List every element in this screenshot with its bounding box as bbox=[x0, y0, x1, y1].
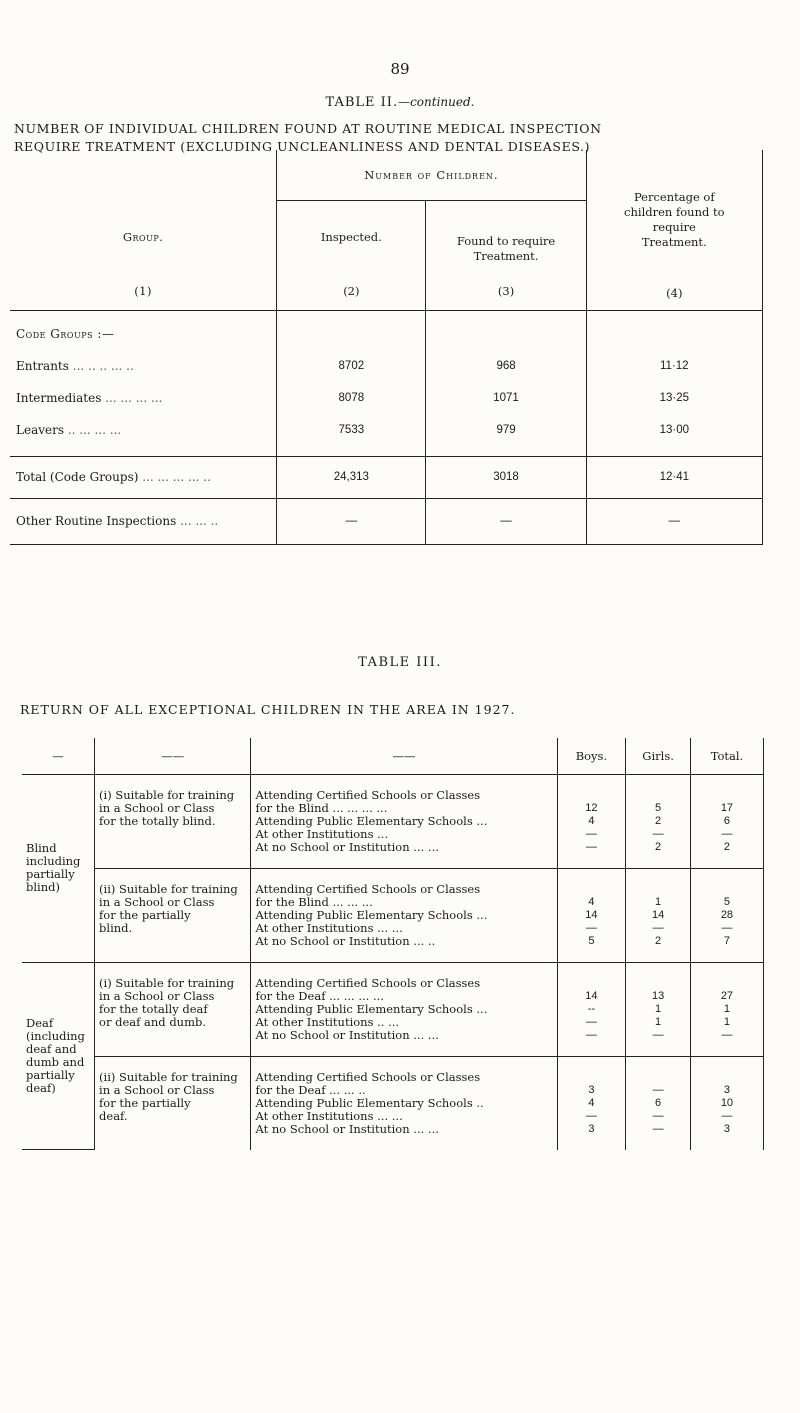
t3-group-label-line: for the partially bbox=[99, 907, 191, 922]
t3-value-spacer bbox=[630, 977, 686, 990]
t3-col-girls bbox=[626, 1056, 691, 1150]
t3-value-girls: 2 bbox=[655, 840, 662, 853]
t3-row-text-line: At other Institutions ... bbox=[255, 826, 389, 841]
t3-value-spacer bbox=[562, 977, 622, 990]
t3-category-line: Blind bbox=[26, 841, 57, 855]
t3-value-boys: — bbox=[585, 827, 597, 840]
t3-value-total: 6 bbox=[723, 814, 730, 827]
t3-header-c3: —— bbox=[251, 738, 557, 774]
t3-value-boys: 5 bbox=[588, 934, 595, 947]
t3-value-total: 3 bbox=[723, 1083, 730, 1096]
t2-total-row bbox=[10, 456, 763, 498]
t3-value-boys: -- bbox=[587, 1002, 596, 1015]
t2-row-group-name: Leavers bbox=[16, 423, 64, 437]
t2-total-dots: ... ... ... ... .. bbox=[142, 470, 211, 484]
t2-header-found-label: Found to require Treatment. bbox=[456, 233, 556, 263]
t3-group-label-line: for the partially bbox=[99, 1095, 191, 1110]
t3-value-girls: 14 bbox=[651, 908, 665, 921]
t2-total-found: 3018 bbox=[426, 456, 586, 498]
page-number: 89 bbox=[390, 60, 410, 78]
t2-other-found: — bbox=[426, 498, 586, 544]
t3-value-spacer bbox=[695, 883, 759, 896]
t2-other-group bbox=[10, 498, 277, 544]
t3-value-girls: 1 bbox=[655, 1015, 662, 1028]
t3-row-text-line: At other Institutions ... ... bbox=[255, 1108, 403, 1123]
t3-row-text-line: for the Blind ... ... ... bbox=[255, 894, 373, 909]
t3-value-boys: 12 bbox=[585, 801, 598, 814]
t3-group-label-line: blind. bbox=[99, 920, 133, 935]
t3-category-line: partially bbox=[26, 1067, 75, 1082]
t2-header-number-of-children: Number of Children. bbox=[277, 150, 586, 200]
t2-row-inspected: 8078 bbox=[277, 382, 426, 414]
t3-category-line: partially bbox=[26, 867, 75, 881]
t2-row-group bbox=[10, 382, 277, 414]
t3-value-boys: — bbox=[585, 1028, 597, 1041]
t3-value-boys: 4 bbox=[588, 895, 595, 908]
t3-category-line: dumb and bbox=[26, 1054, 85, 1069]
t3-category-line: blind) bbox=[26, 880, 60, 894]
t3-value-total: 1 bbox=[723, 1002, 730, 1015]
t2-header-group-num: (1) bbox=[134, 283, 152, 298]
t3-value-girls: 13 bbox=[651, 989, 665, 1002]
t3-value-girls: 5 bbox=[655, 801, 662, 814]
t3-value-total: 17 bbox=[720, 801, 734, 814]
t3-group-label-line: (i) Suitable for training bbox=[99, 787, 235, 802]
t3-col-total bbox=[690, 1056, 763, 1150]
t3-value-total: — bbox=[721, 921, 733, 934]
t2-row-group-name: Intermediates bbox=[16, 391, 102, 405]
t3-header-c1: — bbox=[22, 738, 95, 774]
t3-value-spacer bbox=[562, 883, 622, 896]
table2-subtitle-line2: REQUIRE TREATMENT (EXCLUDING UNCLEANLINESS AND DENTAL DISEASES.) bbox=[14, 139, 591, 154]
t2-header-inspected bbox=[277, 200, 426, 310]
t3-row-text-line: Attending Certified Schools or Classes bbox=[255, 1069, 481, 1084]
t3-group-label-line: (ii) Suitable for training bbox=[99, 1069, 238, 1084]
t3-value-girls: 2 bbox=[655, 934, 662, 947]
t3-group-label-line: in a School or Class bbox=[99, 800, 215, 815]
t2-row-group bbox=[10, 414, 277, 446]
t2-row-dots: ... .. .. ... .. bbox=[72, 359, 134, 373]
t3-row-text-line: At no School or Institution ... .. bbox=[255, 933, 436, 948]
t3-value-spacer bbox=[630, 789, 686, 802]
t3-value-boys: — bbox=[585, 840, 597, 853]
t3-category-line: (including bbox=[26, 1028, 85, 1043]
t3-value-girls: — bbox=[652, 921, 664, 934]
t3-rows-text bbox=[251, 1056, 557, 1150]
t3-row-text-line: Attending Public Elementary Schools .. bbox=[255, 1095, 484, 1110]
t3-row-text-line: Attending Public Elementary Schools ... bbox=[255, 813, 488, 828]
t3-value-girls: 2 bbox=[655, 814, 662, 827]
t3-group-label-line: for the totally deaf bbox=[99, 1001, 208, 1016]
t3-group-label-line: (i) Suitable for training bbox=[99, 975, 235, 990]
table2 bbox=[10, 150, 763, 545]
t3-value-total: 1 bbox=[723, 1015, 730, 1028]
t3-value-girls: — bbox=[652, 1083, 664, 1096]
t2-row-dots: .. ... ... ... bbox=[67, 423, 122, 437]
table3-title: TABLE III. bbox=[358, 655, 442, 670]
t2-row-found: 968 bbox=[426, 350, 586, 382]
t3-col-boys bbox=[557, 1056, 626, 1150]
t3-row-text-line: for the Deaf ... ... .. bbox=[255, 1082, 366, 1097]
t3-row-text-line: for the Deaf ... ... ... ... bbox=[255, 988, 384, 1003]
t3-value-boys: 3 bbox=[588, 1083, 595, 1096]
t2-total-group-name: Total (Code Groups) bbox=[16, 470, 139, 484]
t3-value-spacer bbox=[562, 1071, 622, 1084]
t3-group-label-line: in a School or Class bbox=[99, 1082, 215, 1097]
t3-col-total bbox=[690, 868, 763, 962]
t3-category-line: deaf and bbox=[26, 1041, 77, 1056]
t2-header-group-label: Group. bbox=[122, 229, 164, 244]
t2-row-percentage: 13·25 bbox=[586, 382, 762, 414]
t3-value-total: 27 bbox=[720, 989, 734, 1002]
t3-group-label bbox=[95, 868, 251, 962]
t3-group-label-line: (ii) Suitable for training bbox=[99, 881, 238, 896]
t3-value-boys: — bbox=[585, 1015, 597, 1028]
t2-header-inspected-num: (2) bbox=[343, 283, 360, 298]
t3-value-girls: 1 bbox=[655, 1002, 662, 1015]
t2-header-found bbox=[426, 200, 586, 310]
t3-value-spacer bbox=[630, 1071, 686, 1084]
t3-category-line: deaf) bbox=[26, 1080, 56, 1095]
t3-group-row bbox=[22, 774, 764, 868]
t3-row-text-line: At no School or Institution ... ... bbox=[255, 1121, 439, 1136]
t3-value-spacer bbox=[695, 1071, 759, 1084]
t3-category bbox=[22, 962, 95, 1150]
t3-value-girls: — bbox=[652, 1122, 664, 1135]
t3-col-total bbox=[690, 774, 763, 868]
t2-header-percentage-num: (4) bbox=[666, 286, 683, 300]
table2-continued: —continued. bbox=[398, 95, 475, 109]
t3-row-text-line: At no School or Institution ... ... bbox=[255, 839, 439, 854]
t3-value-girls: 6 bbox=[655, 1096, 662, 1109]
table3 bbox=[22, 738, 764, 1150]
t3-value-total: 3 bbox=[723, 1122, 730, 1135]
t3-group-label-line: deaf. bbox=[99, 1108, 128, 1123]
t2-code-groups-label: Code Groups :— bbox=[16, 327, 115, 341]
t3-col-girls bbox=[626, 868, 691, 962]
t3-group-row bbox=[22, 868, 764, 962]
t2-other-group-name: Other Routine Inspections bbox=[16, 514, 177, 528]
t3-value-total: 2 bbox=[723, 840, 730, 853]
t2-header-inspected-label: Inspected. bbox=[320, 229, 382, 244]
t3-rows-text bbox=[251, 962, 557, 1056]
t3-row-text-line: Attending Certified Schools or Classes bbox=[255, 881, 481, 896]
t3-category bbox=[22, 774, 95, 962]
t3-group-row bbox=[22, 962, 764, 1056]
t3-header-total: Total. bbox=[690, 738, 763, 774]
t3-value-total: 10 bbox=[720, 1096, 734, 1109]
t3-value-boys: — bbox=[585, 921, 597, 934]
t3-group-row bbox=[22, 1056, 764, 1150]
t2-row-percentage: 13·00 bbox=[586, 414, 762, 446]
t3-value-boys: 14 bbox=[585, 989, 598, 1002]
t3-value-total: — bbox=[721, 1109, 733, 1122]
t3-group-label-line: for the totally blind. bbox=[99, 813, 216, 828]
t3-value-total: 5 bbox=[723, 895, 730, 908]
t3-col-boys bbox=[557, 774, 626, 868]
t2-row-inspected: 8702 bbox=[277, 350, 426, 382]
table3-subtitle: RETURN OF ALL EXCEPTIONAL CHILDREN IN THE AREA IN 1927. bbox=[20, 702, 516, 717]
table2-title bbox=[0, 95, 800, 110]
t3-row-text-line: Attending Certified Schools or Classes bbox=[255, 975, 481, 990]
t3-row-text-line: At other Institutions .. ... bbox=[255, 1014, 400, 1029]
t3-value-girls: — bbox=[652, 827, 664, 840]
t3-value-total: — bbox=[721, 1028, 733, 1041]
t3-value-boys: — bbox=[585, 1109, 597, 1122]
t3-value-girls: — bbox=[652, 1028, 664, 1041]
t3-group-label-line: or deaf and dumb. bbox=[99, 1014, 207, 1029]
t2-row-found: 979 bbox=[426, 414, 586, 446]
t3-rows-text bbox=[251, 868, 557, 962]
t2-other-percentage: — bbox=[586, 498, 762, 544]
t2-row-dots: ... ... ... ... bbox=[105, 391, 163, 405]
t3-col-girls bbox=[626, 774, 691, 868]
t2-total-group bbox=[10, 456, 277, 498]
t3-value-boys: 14 bbox=[585, 908, 598, 921]
t3-row-text-line: Attending Public Elementary Schools ... bbox=[255, 1001, 488, 1016]
t3-group-label-line: in a School or Class bbox=[99, 988, 215, 1003]
t3-col-boys bbox=[557, 962, 626, 1056]
t3-row-text-line: At no School or Institution ... ... bbox=[255, 1027, 439, 1042]
t2-total-percentage: 12·41 bbox=[586, 456, 762, 498]
t3-value-girls: 1 bbox=[655, 895, 662, 908]
t2-header-percentage bbox=[586, 150, 762, 310]
t3-value-total: 7 bbox=[723, 934, 730, 947]
t2-row bbox=[10, 350, 763, 382]
t3-header-c2: —— bbox=[95, 738, 251, 774]
t3-group-label-line: in a School or Class bbox=[99, 894, 215, 909]
t3-category-line: including bbox=[26, 854, 81, 868]
t3-value-girls: — bbox=[652, 1109, 664, 1122]
t3-value-spacer bbox=[695, 977, 759, 990]
t3-group-label bbox=[95, 962, 251, 1056]
t2-row-group-name: Entrants bbox=[16, 359, 69, 373]
t2-row bbox=[10, 382, 763, 414]
t3-value-spacer bbox=[695, 789, 759, 802]
t2-header-group bbox=[10, 150, 277, 310]
t2-other-dots: ... ... .. bbox=[180, 514, 219, 528]
t3-value-spacer bbox=[630, 883, 686, 896]
t3-row-text-line: for the Blind ... ... ... ... bbox=[255, 800, 388, 815]
t3-group-label bbox=[95, 774, 251, 868]
t3-category-line: Deaf bbox=[26, 1015, 54, 1030]
t2-total-inspected: 24,313 bbox=[277, 456, 426, 498]
t2-row-found: 1071 bbox=[426, 382, 586, 414]
t2-header-found-num: (3) bbox=[497, 283, 515, 298]
t3-col-boys bbox=[557, 868, 626, 962]
t3-value-boys: 4 bbox=[588, 814, 595, 827]
t2-row-group bbox=[10, 350, 277, 382]
t2-row-percentage: 11·12 bbox=[586, 350, 762, 382]
t2-row-inspected: 7533 bbox=[277, 414, 426, 446]
table2-subtitle-line1: NUMBER OF INDIVIDUAL CHILDREN FOUND AT ROUTINE MEDICAL INSPECTION bbox=[14, 121, 602, 136]
t3-value-total: — bbox=[721, 827, 733, 840]
table2-title-main: TABLE II. bbox=[325, 95, 399, 110]
t3-col-total bbox=[690, 962, 763, 1056]
t2-header-percentage-label: Percentage of children found to require Treatment. bbox=[624, 190, 725, 249]
t3-col-girls bbox=[626, 962, 691, 1056]
t2-other-inspected: — bbox=[277, 498, 426, 544]
t3-group-label bbox=[95, 1056, 251, 1150]
t3-value-boys: 4 bbox=[588, 1096, 595, 1109]
t3-rows-text bbox=[251, 774, 557, 868]
t3-row-text-line: Attending Public Elementary Schools ... bbox=[255, 907, 488, 922]
t3-value-total: 28 bbox=[720, 908, 734, 921]
t3-value-boys: 3 bbox=[588, 1122, 595, 1135]
t3-header-girls: Girls. bbox=[626, 738, 691, 774]
t2-row bbox=[10, 414, 763, 446]
t3-header-boys: Boys. bbox=[557, 738, 626, 774]
t2-other-row bbox=[10, 498, 763, 544]
t3-value-spacer bbox=[562, 789, 622, 802]
t3-row-text-line: At other Institutions ... ... bbox=[255, 920, 403, 935]
t3-row-text-line: Attending Certified Schools or Classes bbox=[255, 787, 481, 802]
